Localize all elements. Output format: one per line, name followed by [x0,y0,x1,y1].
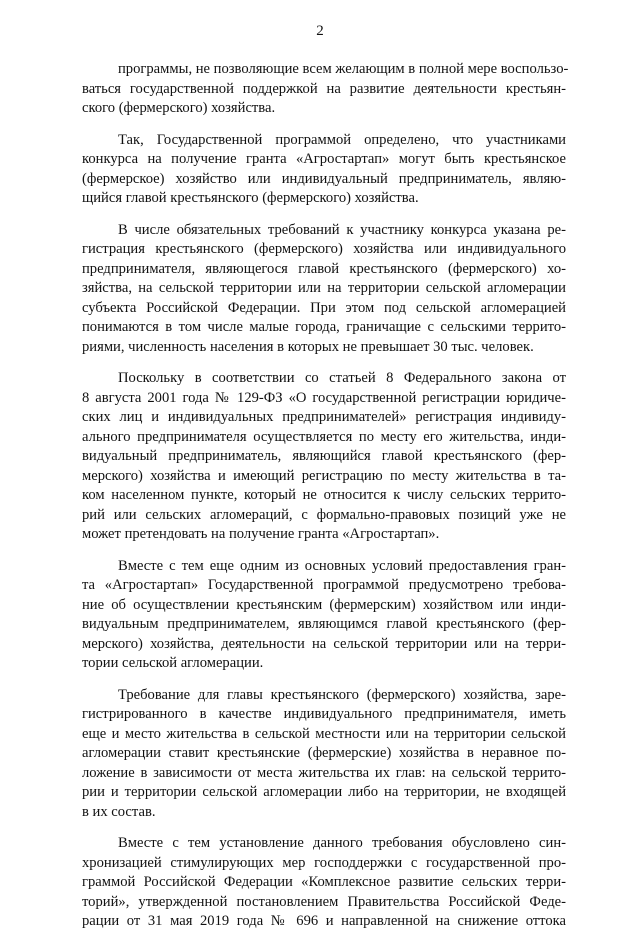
document-body [82,60,569,944]
text-line: граммой Российской Федерации «Комплексное развитие сельских терри- [82,874,566,890]
text-line: гистрация крестьянского (фермерского) хозяйства или индивидуального [82,241,566,257]
text-line: в их состав. [82,803,156,820]
paragraph-5 [82,557,566,674]
text-line: торий», утвержденной постановлением Правительства Российской Феде- [82,893,566,910]
paragraph-3 [82,221,566,358]
text-line: мерского) хозяйства и имеющий регистрацию по месту жительства в та- [82,467,566,484]
text-line: тории сельской агломерации. [82,655,264,671]
text-line: щийся главой крестьянского (фермерского) хозяйства. [82,190,419,206]
text-line: Вместе с тем еще одним из основных условий предоставления гран- [118,557,566,574]
paragraph-4 [82,369,566,545]
text-line: ского (фермерского) хозяйства. [82,100,276,116]
text-line: ального предпринимателя осуществляется по месту его жительства, инди- [82,428,566,445]
text-line: та «Агростартап» Государственной программой предусмотрено требова- [82,577,566,593]
text-line: понимаются в том числе малые города, граничащие с сельскими террито- [82,319,566,335]
text-line: видуальный предприниматель, являющийся главой крестьянского (фер- [82,448,566,464]
text-line: 8 августа 2001 года № 129-ФЗ «О государственной регистрации юридиче- [82,389,566,406]
text-line: ских лиц и индивидуальных предпринимателей» регистрация индивиду- [82,409,566,425]
text-line: ложение в зависимости от места жительства их глав: на сельской террито- [82,764,566,781]
text-line: конкурса на получение гранта «Агростартап» могут быть крестьянское [82,151,566,167]
text-line: Поскольку в соответствии со статьей 8 Федерального закона от [118,370,566,386]
text-line: программы, не позволяющие всем желающим в полной мере воспользо- [118,61,569,77]
paragraph-7 [82,834,566,932]
text-line: ние об осуществлении крестьянским (фермерским) хозяйством или инди- [82,596,566,613]
text-line: Вместе с тем установление данного требования обусловлено син- [118,835,566,851]
text-line: агломерации ставит крестьянские (фермерские) хозяйства в неравное по- [82,745,566,761]
text-line: риями, численность населения в которых не превышает 30 тыс. человек. [82,338,534,355]
text-line: видуальным предпринимателем, являющимся главой крестьянского (фер- [82,616,566,632]
text-line: рий или сельских агломераций, с формально-правовых позиций уже не [82,506,566,523]
text-line: ком населенном пункте, который не относится к числу сельских террито- [82,487,566,503]
paragraph-2 [82,131,566,209]
paragraph-1 [82,60,569,119]
text-line: В числе обязательных требований к участнику конкурса указана ре- [118,221,566,238]
text-line: Так, Государственной программой определено, что участниками [118,131,566,148]
text-line: субъекта Российской Федерации. При этом под сельской агломерацией [82,299,566,316]
text-line: рации от 31 мая 2019 года № 696 и направленной на снижение оттока [82,913,566,929]
text-line: может претендовать на получение гранта «Агростартап». [82,526,440,542]
text-line: предпринимателя, являющегося главой крестьянского (фермерского) хо- [82,260,566,277]
text-line: зяйства, на сельской территории или на территории сельской агломерации [82,280,566,296]
text-line: (фермерское) хозяйство или индивидуальный предприниматель, являю- [82,170,566,187]
text-line: гистрированного в качестве индивидуального предпринимателя, иметь [82,706,566,722]
paragraph-6 [82,686,566,823]
text-line: хронизацией стимулирующих мер господдержки с государственной про- [82,854,566,871]
page-number: 2 [316,23,324,39]
text-line: Требование для главы крестьянского (фермерского) хозяйства, заре- [118,686,566,703]
text-line: мерского) хозяйства, деятельности на сельской территории или на терри- [82,635,566,652]
text-line: еще и место жительства в сельской местности или на территории сельской [82,725,566,742]
text-line: ваться государственной поддержкой на развитие деятельности крестьян- [82,80,566,97]
text-line: рии и территории сельской агломерации либо на территории, не входящей [82,784,566,800]
